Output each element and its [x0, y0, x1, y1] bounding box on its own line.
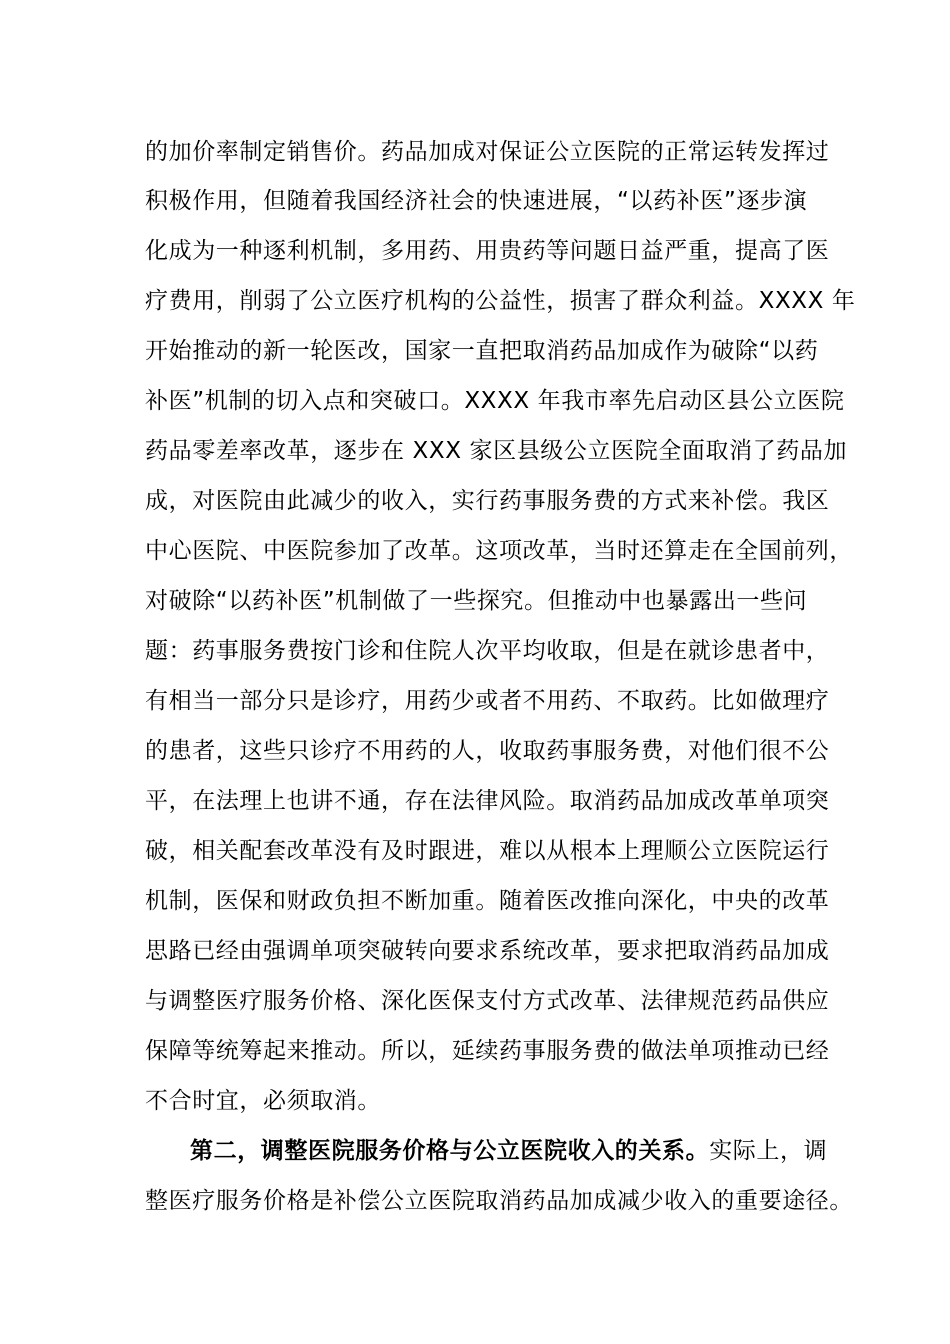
- text-line: 机制，医保和财政负担不断加重。随着医改推向深化，中央的改革: [145, 888, 830, 914]
- text-line: 补医”机制的切入点和突破口。XXXX 年我市率先启动区县公立医院: [145, 388, 845, 414]
- section-heading-bold: 第二，调整医院服务价格与公立医院收入的关系。: [190, 1138, 710, 1164]
- text-line: 思路已经由强调单项突破转向要求系统改革，要求把取消药品加成: [145, 938, 830, 964]
- text-line: 有相当一部分只是诊疗，用药少或者不用药、不取药。比如做理疗: [145, 688, 830, 714]
- text-line: 药品零差率改革，逐步在 XXX 家区县级公立医院全面取消了药品加: [145, 438, 848, 464]
- text-line: 的加价率制定销售价。药品加成对保证公立医院的正常运转发挥过: [145, 139, 830, 165]
- text-line: 平，在法理上也讲不通，存在法律风险。取消药品加成改革单项突: [145, 788, 830, 814]
- text-line: 的患者，这些只诊疗不用药的人，收取药事服务费，对他们很不公: [145, 738, 830, 764]
- paragraph-2-first-line: [190, 1136, 880, 1166]
- text-line: 不合时宜，必须取消。: [145, 1088, 381, 1114]
- text-line: 疗费用，削弱了公立医疗机构的公益性，损害了群众利益。XXXX 年: [145, 288, 856, 314]
- text-line: 与调整医疗服务价格、深化医保支付方式改革、法律规范药品供应: [145, 988, 830, 1014]
- text-line: 题：药事服务费按门诊和住院人次平均收取，但是在就诊患者中，: [145, 638, 830, 664]
- text-line: 整医疗服务价格是补偿公立医院取消药品加成减少收入的重要途径。: [145, 1188, 853, 1214]
- text-line: 积极作用，但随着我国经济社会的快速进展，“以药补医”逐步演: [145, 188, 808, 214]
- text-line: 化成为一种逐利机制，多用药、用贵药等问题日益严重，提高了医: [145, 238, 830, 264]
- text-line: 开始推动的新一轮医改，国家一直把取消药品加成作为破除“以药: [145, 338, 819, 364]
- text-line: 对破除“以药补医”机制做了一些探究。但推动中也暴露出一些问: [145, 588, 808, 614]
- text-line: 破，相关配套改革没有及时跟进，难以从根本上理顺公立医院运行: [145, 838, 830, 864]
- text-line: 成，对医院由此减少的收入，实行药事服务费的方式来补偿。我区: [145, 488, 830, 514]
- text-span: 实际上，调: [709, 1138, 828, 1164]
- text-line: 中心医院、中医院参加了改革。这项改革，当时还算走在全国前列，: [145, 538, 853, 564]
- text-line: 保障等统筹起来推动。所以，延续药事服务费的做法单项推动已经: [145, 1038, 830, 1064]
